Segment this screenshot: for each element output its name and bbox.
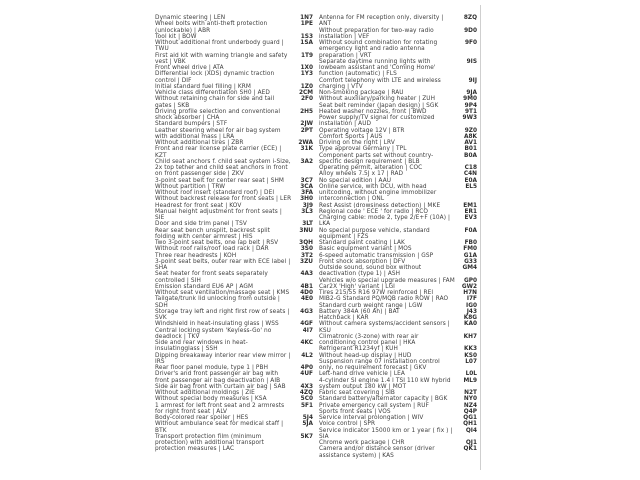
equipment-code: E0A — [464, 177, 477, 184]
equipment-description: Without camera systems/accident sensors | KSU — [319, 321, 450, 334]
equipment-code: 1N7 — [300, 15, 313, 21]
equipment-description: Side air bag front with curtain air bag | SAB — [155, 383, 286, 390]
equipment-description: 4-cylinder SI engine 1.4 l TSI 110 kW hybrid system output 180 kW | MOT — [319, 377, 451, 390]
equipment-description: Headrest for front seat | KOV — [155, 202, 242, 209]
equipment-description: Front and rear license plate carrier (ECE) | KZT — [155, 146, 282, 159]
equipment-code: 4I7 — [302, 327, 313, 334]
equipment-row — [155, 109, 313, 122]
equipment-description: Component parts set without country-specific design requirement | BLB — [319, 152, 434, 165]
equipment-row — [155, 40, 313, 53]
equipment-description: Without additional tires | ZBR — [155, 140, 244, 146]
equipment-code: FB0 — [464, 240, 477, 246]
equipment-row — [319, 115, 477, 128]
equipment-code: 4X3 — [300, 383, 313, 390]
equipment-description: Without retaining chain for side and tail gates | SKB — [155, 96, 275, 109]
equipment-code: QJ1 — [465, 440, 477, 446]
equipment-code: 2WA — [298, 140, 313, 146]
equipment-description: Transport protection film (minimum protection) with additional transport protection measures | LAC — [155, 433, 264, 453]
equipment-code: I7F — [466, 296, 477, 303]
equipment-row — [155, 71, 313, 84]
equipment-description: Vehicles w/o special upgrade measures | FAM — [319, 277, 455, 284]
equipment-row — [155, 434, 313, 453]
equipment-row — [319, 359, 477, 372]
equipment-description: Storage tray left and right first row of seats | SVK — [155, 308, 290, 321]
equipment-description: Wheel bolts with anti-theft protection (unlockable) | ABR — [155, 21, 268, 34]
equipment-description: Seat belt reminder (Japan design) | SGK — [319, 102, 439, 109]
equipment-code: L0L — [465, 371, 477, 378]
equipment-description: First aid kit with warning triangle and safety vest | VBK — [155, 52, 288, 65]
equipment-description: Windshield in heat-insulating glass | WSS — [155, 321, 279, 328]
equipment-code: EV3 — [464, 215, 477, 221]
equipment-code: QH1 — [463, 421, 477, 428]
equipment-description: Antenna for FM reception only, diversity | ANT — [319, 15, 444, 28]
equipment-description: Tailgate/trunk lid unlocking from outside | SDH — [155, 296, 280, 309]
equipment-row — [155, 271, 313, 284]
equipment-code: 3S0 — [300, 246, 313, 253]
equipment-description: Non-smoking package | RAU — [319, 90, 404, 96]
equipment-description: Service indicator 15000 km or 1 year ( fix ) | SIA — [319, 427, 453, 440]
equipment-code: B01 — [464, 146, 477, 153]
equipment-description: 3-point seat belt for center rear seat | SHM — [155, 177, 285, 184]
equipment-code: ML9 — [463, 377, 477, 384]
equipment-code: KS0 — [464, 352, 477, 359]
equipment-row — [319, 153, 477, 166]
equipment-code: 9Z0 — [464, 127, 477, 134]
equipment-description: Tool kit | BOW — [155, 33, 197, 40]
equipment-description: Operating permit, alteration | COC — [319, 165, 423, 171]
equipment-row — [155, 340, 313, 353]
equipment-description: Central locking system 'Keyless-Go' no deadlock | TKV — [155, 327, 272, 340]
equipment-row — [319, 321, 477, 334]
equipment-code: 5JA — [302, 421, 313, 428]
equipment-code: 1Y3 — [300, 71, 313, 78]
equipment-code: NZ4 — [463, 402, 477, 409]
equipment-row — [155, 159, 313, 178]
equipment-row — [155, 259, 313, 272]
equipment-code: 2CM — [298, 90, 313, 96]
equipment-description: Voice control | SPR — [319, 421, 376, 428]
equipment-code: QG1 — [463, 415, 477, 421]
equipment-description: Without partition | TRW — [155, 183, 226, 190]
equipment-row — [319, 428, 477, 441]
equipment-description: Without additional front underbody guard | TWU — [155, 40, 284, 53]
equipment-description: Comfort telephony with LTE and wireless charging | VTV — [319, 77, 441, 90]
equipment-description: Body-colored rear spoiler | HES — [155, 415, 249, 421]
equipment-code: ER1 — [464, 208, 477, 215]
equipment-description: Online service, with DCU, with head unitcoding, without engine immobilizer interconnection | ONL — [319, 183, 437, 203]
equipment-code: 9T1 — [464, 108, 477, 115]
equipment-row — [319, 228, 477, 241]
equipment-description: Operating voltage 12V | BTR — [319, 127, 405, 134]
equipment-code: 4E0 — [300, 296, 313, 303]
equipment-code: 8ZQ — [463, 15, 477, 21]
equipment-description: Suspension range 07 installation control only, no requirement forecast | GKV — [319, 358, 440, 371]
equipment-code: H7N — [463, 290, 477, 296]
equipment-description: Standard curb weight range | LGW — [319, 302, 423, 309]
equipment-code: C4N — [463, 171, 477, 178]
equipment-code: 3CA — [300, 183, 313, 190]
equipment-row — [155, 353, 313, 366]
equipment-row — [319, 59, 477, 78]
equipment-description: Without sound combination for rotating emergency light and radio antenna preparation | VRT — [319, 40, 438, 59]
equipment-description: Private emergency call system | RUF — [319, 402, 429, 409]
equipment-code: 3ZU — [300, 258, 313, 265]
equipment-description: Without backrest release for front seats | LER — [155, 196, 292, 203]
equipment-code: 2F0 — [300, 96, 313, 103]
equipment-description: Rear seat bench unsplit, backrest split folding with center armrest | HIS — [155, 227, 271, 240]
equipment-description: Without preparation for two-way radio installation | VEF — [319, 27, 434, 40]
equipment-code: 4P0 — [300, 365, 313, 371]
equipment-description: Standard bumpers | STF — [155, 121, 228, 128]
equipment-code: 4GF — [300, 321, 313, 328]
equipment-code: AV1 — [464, 140, 477, 146]
equipment-description: 3-point seat belts, outer rear with ECE label | SHA — [155, 258, 291, 271]
equipment-code: QK1 — [463, 446, 477, 453]
equipment-description: Without roof insert (standard roof) | DEI — [155, 190, 275, 196]
equipment-code: G33 — [464, 258, 477, 265]
equipment-row — [155, 146, 313, 159]
equipment-description: Heated washer nozzles, front | BWD — [319, 108, 427, 115]
equipment-row — [319, 378, 477, 391]
equipment-code: 1X0 — [300, 65, 313, 71]
equipment-column-right — [319, 15, 477, 459]
equipment-code: GP0 — [463, 277, 477, 284]
equipment-description: Outside sound, sound box without deactivation (type 1) | ASH — [319, 265, 422, 278]
equipment-description: Driving profile selection and conventional shock absorber | CHA — [155, 108, 281, 121]
equipment-description: Emission standard EU6 AP | AGM — [155, 283, 254, 290]
equipment-description: Service interval prolongation | WIV — [319, 415, 424, 421]
equipment-code: 3H0 — [300, 196, 313, 203]
equipment-row — [155, 21, 313, 34]
equipment-row — [155, 228, 313, 241]
equipment-code: 31K — [300, 146, 313, 153]
equipment-description: Initial standard fuel filling | KRM — [155, 83, 251, 90]
equipment-code: KA0 — [463, 321, 477, 328]
equipment-code: EL5 — [465, 183, 477, 190]
equipment-code: EM1 — [463, 202, 477, 209]
equipment-row — [319, 184, 477, 203]
equipment-code: 3QH — [299, 240, 313, 246]
equipment-description: Front wheel drive | ATA — [155, 65, 224, 71]
equipment-description: Manual height adjustment for front seats | SIE — [155, 208, 282, 221]
equipment-description: Sports front seats | VOS — [319, 408, 391, 415]
equipment-description: No special purpose vehicle, standard equipment | FZS — [319, 227, 430, 240]
equipment-row — [319, 15, 477, 28]
equipment-description: Charging cable: mode 2, type 2/E+F (10A) | LKA — [319, 215, 451, 228]
equipment-description: Without ambulance seat for medical staff | BTK — [155, 421, 284, 434]
equipment-code: 5C0 — [300, 396, 313, 403]
equipment-description: Three rear headrests | KOH — [155, 252, 237, 259]
equipment-row — [155, 53, 313, 66]
equipment-code: QI4 — [465, 427, 477, 434]
equipment-row — [155, 209, 313, 222]
equipment-code: 3A2 — [300, 158, 313, 165]
equipment-code: 5K7 — [300, 433, 313, 440]
equipment-description: Without roof rails/roof load rack | DAR — [155, 246, 269, 253]
equipment-code: 1T9 — [300, 52, 313, 59]
equipment-description: Battery 384A (60 Ah) | BAT — [319, 308, 400, 315]
equipment-code: 4D0 — [300, 290, 313, 296]
equipment-code: GM4 — [462, 265, 477, 271]
equipment-code: 9F0 — [464, 40, 477, 46]
equipment-code: 2JW — [300, 121, 313, 128]
equipment-description: Hatchback | KAR — [319, 315, 369, 321]
equipment-description: Climatronic (3-zone) with rear air conditioning control panel | HKA — [319, 333, 419, 346]
equipment-code: 9W3 — [462, 115, 477, 121]
equipment-code: N2T — [464, 390, 477, 396]
equipment-description: Left-hand drive vehicle | LEA — [319, 371, 405, 378]
equipment-description: Without auxiliary/parking heater | ZUH — [319, 96, 436, 103]
equipment-description: Separate daytime running lights with lowbeam assistant and 'Coming Home' function (automatic) | FLS — [319, 58, 436, 78]
equipment-column-left — [155, 15, 313, 459]
equipment-code: 3FA — [301, 190, 313, 196]
equipment-description: Standard battery/alternator capacity | BGK — [319, 396, 448, 403]
equipment-row — [319, 334, 477, 347]
equipment-description: 1 armrest for left front seat and 2 armrests for right front seat | ALV — [155, 402, 285, 415]
equipment-row — [319, 78, 477, 91]
equipment-code: FM0 — [463, 246, 477, 253]
equipment-row — [155, 96, 313, 109]
equipment-code: 1SA — [300, 40, 313, 46]
equipment-code: 4L2 — [301, 352, 313, 359]
equipment-row — [319, 28, 477, 41]
equipment-code: 9D0 — [464, 27, 477, 34]
equipment-description: Vehicle class differentiation SH0 | AED — [155, 90, 270, 96]
equipment-description: Type approval Germany | TPL — [319, 146, 407, 153]
equipment-description: Door and side trim panel | TSV — [155, 221, 247, 228]
equipment-row — [155, 403, 313, 416]
equipment-description: No special edition | AAU — [319, 177, 392, 184]
equipment-code: 5J4 — [302, 415, 313, 421]
equipment-description: Front shock absorption | DFV — [319, 258, 406, 265]
equipment-code: A8K — [463, 133, 477, 140]
equipment-code: J43 — [466, 308, 477, 315]
equipment-code: 1S3 — [300, 33, 313, 40]
equipment-description: Rest Assist (drowsiness detection) | MKE — [319, 202, 441, 209]
equipment-code: Q4P — [463, 408, 477, 415]
equipment-description: Power supply/TV signal for customized installation | AUD — [319, 115, 435, 128]
equipment-description: Camera and/or distance sensor (driver assistance system) | KAS — [319, 446, 435, 459]
equipment-description: Without special body measures | KSA — [155, 396, 267, 403]
equipment-description: Alloy wheels 7.5J x 17 | RAD — [319, 171, 404, 178]
equipment-description: Tires 215/55 R16 97W reinforced | REI — [319, 290, 434, 296]
equipment-row — [319, 215, 477, 228]
equipment-code: GW2 — [461, 283, 477, 290]
equipment-description: Two 3-point seat belts, one lap belt | RSV — [155, 240, 279, 246]
equipment-description: MIB2-G Standard PQ/MQB radio ROW | RAO — [319, 296, 449, 303]
equipment-code: 3LT — [302, 221, 313, 228]
equipment-description: Car2X 'High' variant | LGI — [319, 283, 395, 290]
equipment-code: 4A3 — [300, 271, 313, 278]
equipment-description: Dynamic steering | LEN — [155, 15, 226, 21]
equipment-code: 9M0 — [463, 96, 477, 103]
equipment-code: 4G3 — [300, 308, 313, 315]
equipment-code: K8G — [463, 315, 477, 321]
equipment-description: Driving on the right | LRV — [319, 140, 395, 146]
equipment-row — [155, 421, 313, 434]
equipment-row — [319, 446, 477, 459]
equipment-code: 3L3 — [301, 208, 313, 215]
equipment-code: 2PT — [300, 127, 313, 134]
equipment-description: Driver's and front passenger air bag with front passenger air bag deactivation | AIB — [155, 371, 281, 384]
equipment-code: C18 — [464, 165, 477, 171]
equipment-code: 4ZQ — [299, 390, 313, 396]
equipment-code: NY0 — [463, 396, 477, 403]
equipment-code: IG0 — [466, 302, 477, 309]
equipment-row — [319, 265, 477, 278]
equipment-code: KK3 — [463, 346, 477, 353]
equipment-description: Rear floor panel module, type 1 | PBH — [155, 365, 269, 371]
equipment-code: 9JA — [466, 90, 477, 96]
equipment-row — [155, 128, 313, 141]
equipment-description: Without additional moldings | ZIE — [155, 390, 255, 396]
equipment-code: 2H5 — [300, 108, 313, 115]
column-divider — [480, 5, 481, 470]
equipment-code: 3NU — [299, 227, 313, 234]
equipment-description: Fabric seat covering | SIB — [319, 390, 395, 396]
equipment-codes-document — [155, 15, 477, 459]
equipment-code: 9IJ — [468, 77, 477, 84]
equipment-description: Leather steering wheel for air bag system with additional mass | LRA — [155, 127, 281, 140]
equipment-code: 1Z0 — [300, 83, 313, 90]
equipment-code: KH7 — [463, 333, 477, 340]
equipment-code: F0A — [464, 227, 477, 234]
equipment-code: 3C7 — [300, 177, 313, 184]
equipment-description: Without head-up display | HUD — [319, 352, 412, 359]
equipment-code: G1A — [463, 252, 477, 259]
equipment-row — [155, 371, 313, 384]
equipment-description: Seat heater for front seats separately controlled | SIH — [155, 271, 268, 284]
equipment-description: 6-speed automatic transmission | GSP — [319, 252, 434, 259]
equipment-description: Standard paint coating | LAK — [319, 240, 405, 246]
equipment-code: 1PE — [300, 21, 313, 28]
equipment-code: B0A — [464, 152, 477, 159]
equipment-description: Comfort Sports | AUS — [319, 133, 383, 140]
equipment-row — [155, 296, 313, 309]
equipment-description: Differential lock (XDS) dynamic traction control | DIF — [155, 71, 275, 84]
equipment-description: Child seat anchors f. child seat system i-Size, 2x top tether and child seat anchors in front on front passenger side | ZKV — [155, 158, 291, 178]
equipment-description: Refrigerant R1234yf | KUH — [319, 346, 398, 353]
equipment-code: 9IS — [466, 58, 477, 65]
equipment-code: 9P4 — [464, 102, 477, 109]
equipment-description: Chrome work package | CHR — [319, 440, 405, 446]
equipment-description: Regional code ' ECE ' for radio | RCO — [319, 208, 429, 215]
equipment-row — [155, 328, 313, 341]
equipment-description: Basic equipment variant | MOS — [319, 246, 412, 253]
equipment-code: 4KC — [300, 340, 313, 346]
equipment-code: 4B1 — [300, 283, 313, 290]
equipment-description: Dipping breakaway interior rear view mirror | IRS — [155, 352, 291, 365]
equipment-code: 3T2 — [300, 252, 313, 259]
equipment-code: L07 — [465, 358, 477, 365]
equipment-description: Side and rear windows in heat-insulatingglass | SSH — [155, 340, 248, 353]
equipment-code: 3J9 — [302, 202, 313, 209]
equipment-code: 5F1 — [300, 402, 313, 409]
equipment-description: Without seat ventilation/massage seat | KMS — [155, 290, 290, 296]
equipment-code: 4UF — [300, 371, 313, 378]
equipment-row — [319, 40, 477, 59]
equipment-row — [155, 309, 313, 322]
